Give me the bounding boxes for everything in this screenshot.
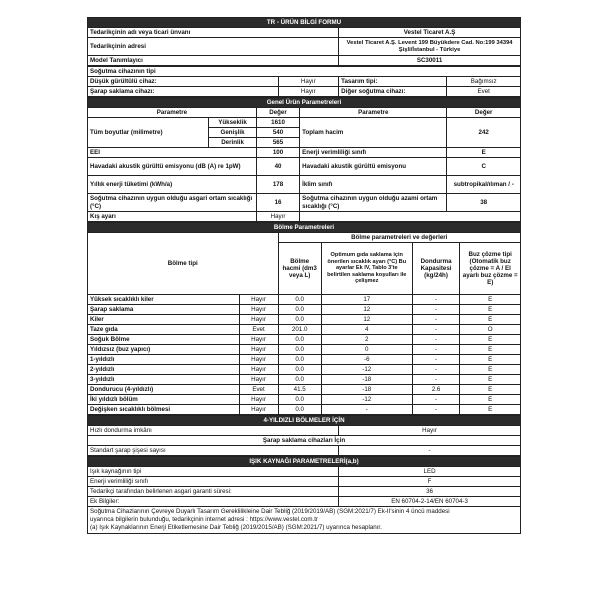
compartment-temp: 17 [321,295,412,305]
compartment-volume: 41.5 [278,385,321,395]
extra-info-label: Ek Bilgiler: [88,497,339,507]
compartment-present: Hayır [239,335,278,345]
compartment-subheading: Bölme parametreleri ve değerleri [278,233,520,243]
compartment-row [88,315,521,325]
compartment-temp: 12 [321,315,412,325]
compartment-row [88,325,521,335]
compartment-row [88,295,521,305]
supplier-address-label: Tedarikçinin adresi [88,38,339,56]
compartment-name: 2-yıldızlı [88,365,240,375]
energy-class-label: Enerji verimliliği sınıfı [300,148,447,158]
compartment-name: 3-yıldızlı [88,375,240,385]
supplier-name-value: Vestel Ticaret A.Ş [339,28,521,38]
four-star-table [87,415,521,456]
compartment-defrost: E [460,375,521,385]
compartment-freeze: - [412,355,460,365]
total-volume-value: 242 [447,118,521,148]
four-star-heading: 4-YILDIZLI BÖLMELER İÇİN [88,416,521,426]
compartment-volume: 0.0 [278,405,321,415]
height-value: 1610 [256,118,299,128]
compartment-defrost: E [460,385,521,395]
compartment-present: Hayır [239,365,278,375]
volume-col-header: Bölme hacmi (dm3 veya L) [278,243,321,295]
compartment-defrost: E [460,315,521,325]
compartment-row [88,405,521,415]
compartment-freeze: - [412,295,460,305]
supplier-address-value: Vestel Ticaret A.Ş. Levent 199 Büyükdere Cad. No:199 34394 Şişli/İstanbul - Türkiye [339,38,521,56]
compartment-freeze: - [412,315,460,325]
light-type-label: Işık kaynağının tipi [88,467,339,477]
compartment-temp: 0 [321,345,412,355]
defrost-col-header: Buz çözme tipi (Otomatik buz çözme = A / El ayarlı buz çözme = E) [460,243,521,295]
compartment-volume: 0.0 [278,355,321,365]
compartment-name: İki yıldızlı bölüm [88,395,240,405]
compartment-defrost: E [460,405,521,415]
compartment-name: Taze gıda [88,325,240,335]
light-source-table [87,456,521,507]
noise-db-value: 40 [256,158,299,176]
compartment-freeze: - [412,335,460,345]
total-volume-label: Toplam hacim [300,118,447,148]
compartment-temp: -12 [321,365,412,375]
width-label: Genişlik [209,128,257,138]
max-temp-value: 38 [447,194,521,212]
climate-class-value: subtropikal/ılıman / - [447,176,521,194]
supplier-table [87,17,521,66]
compartment-row [88,335,521,345]
supplier-name-label: Tedarikçinin adı veya ticari ünvanı [88,28,339,38]
compartment-present: Hayır [239,395,278,405]
footnote-line: uyarınca bilgilerin bulunduğu, tedarikçinin internet adresi : https://www.vestel.com.tr [90,516,319,524]
compartment-volume: 0.0 [278,305,321,315]
compartment-present: Evet [239,385,278,395]
annual-energy-value: 178 [256,176,299,194]
freeze-col-header: Dondurma Kapasitesi (kg/24h) [412,243,460,295]
wine-bottles-value: - [339,446,521,456]
compartment-present: Hayır [239,295,278,305]
max-temp-label: Soğutma cihazının uygun olduğu azami ortam sıcaklığı (°C) [300,194,447,212]
wine-heading: Şarap saklama cihazları İçin [88,436,521,446]
dimensions-label: Tüm boyutlar (milimetre) [88,118,209,148]
compartment-freeze: - [412,395,460,405]
compartment-defrost: E [460,305,521,315]
min-temp-label: Soğutma cihazının uygun olduğu asgari ortam sıcaklığı (°C) [88,194,257,212]
compartment-row [88,385,521,395]
compartment-present: Evet [239,325,278,335]
compartment-row [88,365,521,375]
compartment-heading: Bölme Parametreleri [88,223,521,233]
compartment-name: Değişken sıcaklıklı bölmesi [88,405,240,415]
compartment-volume: 0.0 [278,335,321,345]
annual-energy-label: Yıllık enerji tüketimi (kWh/a) [88,176,257,194]
compartment-name: Yüksek sıcaklıklı kiler [88,295,240,305]
compartment-temp: 12 [321,305,412,315]
compartment-defrost: E [460,345,521,355]
low-noise-value: Hayır [278,77,339,87]
compartment-name: Dondurucu (4-yıldızlı) [88,385,240,395]
compartment-temp: -12 [321,395,412,405]
extra-info-value: EN 60704-2-14/EN 60704-3 [339,497,521,507]
light-type-value: LED [339,467,521,477]
compartment-temp: 2 [321,335,412,345]
compartment-type-header: Bölme tipi [88,233,279,295]
compartment-defrost: E [460,335,521,345]
compartment-name: Yıldızsız (buz yapıcı) [88,345,240,355]
compartment-name: Şarap saklama [88,305,240,315]
general-heading: Genel Ürün Parametreleri [88,98,521,108]
depth-label: Derinlik [209,138,257,148]
winter-setting-value: Hayır [256,212,299,222]
compartment-volume: 0.0 [278,365,321,375]
design-type-label: Tasarım tipi: [339,77,447,87]
winter-setting-label: Kış ayarı [88,212,257,222]
noise-class-value: C [447,158,521,176]
noise-db-label: Havadaki akustik gürültü emisyonu (dB (A) re 1pW) [88,158,257,176]
compartment-temp: -18 [321,375,412,385]
value-col-header-2: Değer [447,108,521,118]
appliance-type-heading: Soğutma cihazının tipi [88,67,521,77]
compartment-present: Hayır [239,375,278,385]
compartment-freeze: - [412,375,460,385]
value-col-header: Değer [256,108,299,118]
compartment-volume: 0.0 [278,315,321,325]
depth-value: 565 [256,138,299,148]
footnote-line: Soğutma Cihazlarının Çevreye Duyarlı Tasarım Gereklilikleine Dair Tebliğ (2019/2019/AB) (SGM:2021/7) Ek-II'sinin 4 üncü maddesi [90,508,450,515]
noise-class-label: Havadaki akustik gürültü emisyonu [300,158,447,176]
compartment-row [88,375,521,385]
compartment-freeze: - [412,345,460,355]
compartment-defrost: E [460,355,521,365]
empty-cell [300,212,521,222]
compartment-name: Soğuk Bölme [88,335,240,345]
temp-col-header: Optimum gıda saklama için önerilen sıcaklık ayarı (°C) Bu ayarlar Ek IV, Tablo 3'te belirtilen saklama koşulları ile çelişmez [321,243,412,295]
compartment-freeze: - [412,325,460,335]
compartment-defrost: E [460,295,521,305]
footnotes [87,507,521,534]
light-class-label: Enerji verimliliği sınıfı [88,477,339,487]
light-heading: IŞIK KAYNAĞI PARAMETRELERİ(a,b) [88,457,521,467]
compartment-defrost: E [460,395,521,405]
compartment-name: 1-yıldızlı [88,355,240,365]
compartment-temp: - [321,405,412,415]
compartment-volume: 0.0 [278,295,321,305]
compartment-defrost: E [460,365,521,375]
param-col-header: Parametre [88,108,257,118]
param-col-header-2: Parametre [300,108,447,118]
low-noise-label: Düşük gürültülü cihaz: [88,77,279,87]
model-value: SC30011 [339,56,521,66]
height-label: Yükseklik [209,118,257,128]
compartment-temp: -6 [321,355,412,365]
compartment-freeze: - [412,405,460,415]
other-appliance-value: Evet [447,87,521,97]
other-appliance-label: Diğer soğutma cihazı: [339,87,447,97]
general-parameters-table [87,97,521,222]
compartment-freeze: - [412,305,460,315]
compartment-rows [88,295,521,415]
compartment-volume: 201.0 [278,325,321,335]
wine-bottles-label: Standart şarap şişesi sayısı [88,446,339,456]
product-info-sheet [87,17,521,534]
compartment-volume: 0.0 [278,395,321,405]
compartment-defrost: O [460,325,521,335]
compartment-present: Hayır [239,315,278,325]
light-class-value: F [339,477,521,487]
compartment-volume: 0.0 [278,375,321,385]
fast-freeze-value: Hayır [339,426,521,436]
model-label: Model Tanımlayıcı [88,56,339,66]
compartment-temp: -18 [321,385,412,395]
warranty-value: 36 [339,487,521,497]
compartment-row [88,395,521,405]
appliance-type-table [87,66,521,97]
compartment-freeze: 2.6 [412,385,460,395]
compartment-freeze: - [412,365,460,375]
compartment-name: Kiler [88,315,240,325]
climate-class-label: İklim sınıfı [300,176,447,194]
compartment-temp: 4 [321,325,412,335]
compartment-present: Hayır [239,405,278,415]
compartment-volume: 0.0 [278,345,321,355]
wine-storage-label: Şarap saklama cihazı: [88,87,279,97]
width-value: 540 [256,128,299,138]
compartment-present: Hayır [239,305,278,315]
energy-class-value: E [447,148,521,158]
warranty-label: Tedarikçi tarafından belirlenen asgari garanti süresi: [88,487,339,497]
eei-label: EEI [88,148,257,158]
compartment-present: Hayır [239,355,278,365]
design-type-value: Bağımsız [447,77,521,87]
wine-storage-value: Hayır [278,87,339,97]
compartment-row [88,305,521,315]
footnote-line: (a) Işık Kaynaklarının Enerji Etiketlemesine Dair Tebliğ (2019/2015/AB) (SGM:2021/7) uyarınca hesaplanır. [90,524,382,532]
sheet-title: TR - ÜRÜN BİLGİ FORMU [88,18,521,28]
compartment-row [88,355,521,365]
fast-freeze-label: Hızlı dondurma imkânı [88,426,339,436]
compartment-present: Hayır [239,345,278,355]
min-temp-value: 16 [256,194,299,212]
compartment-table [87,222,521,415]
eei-value: 100 [256,148,299,158]
compartment-row [88,345,521,355]
